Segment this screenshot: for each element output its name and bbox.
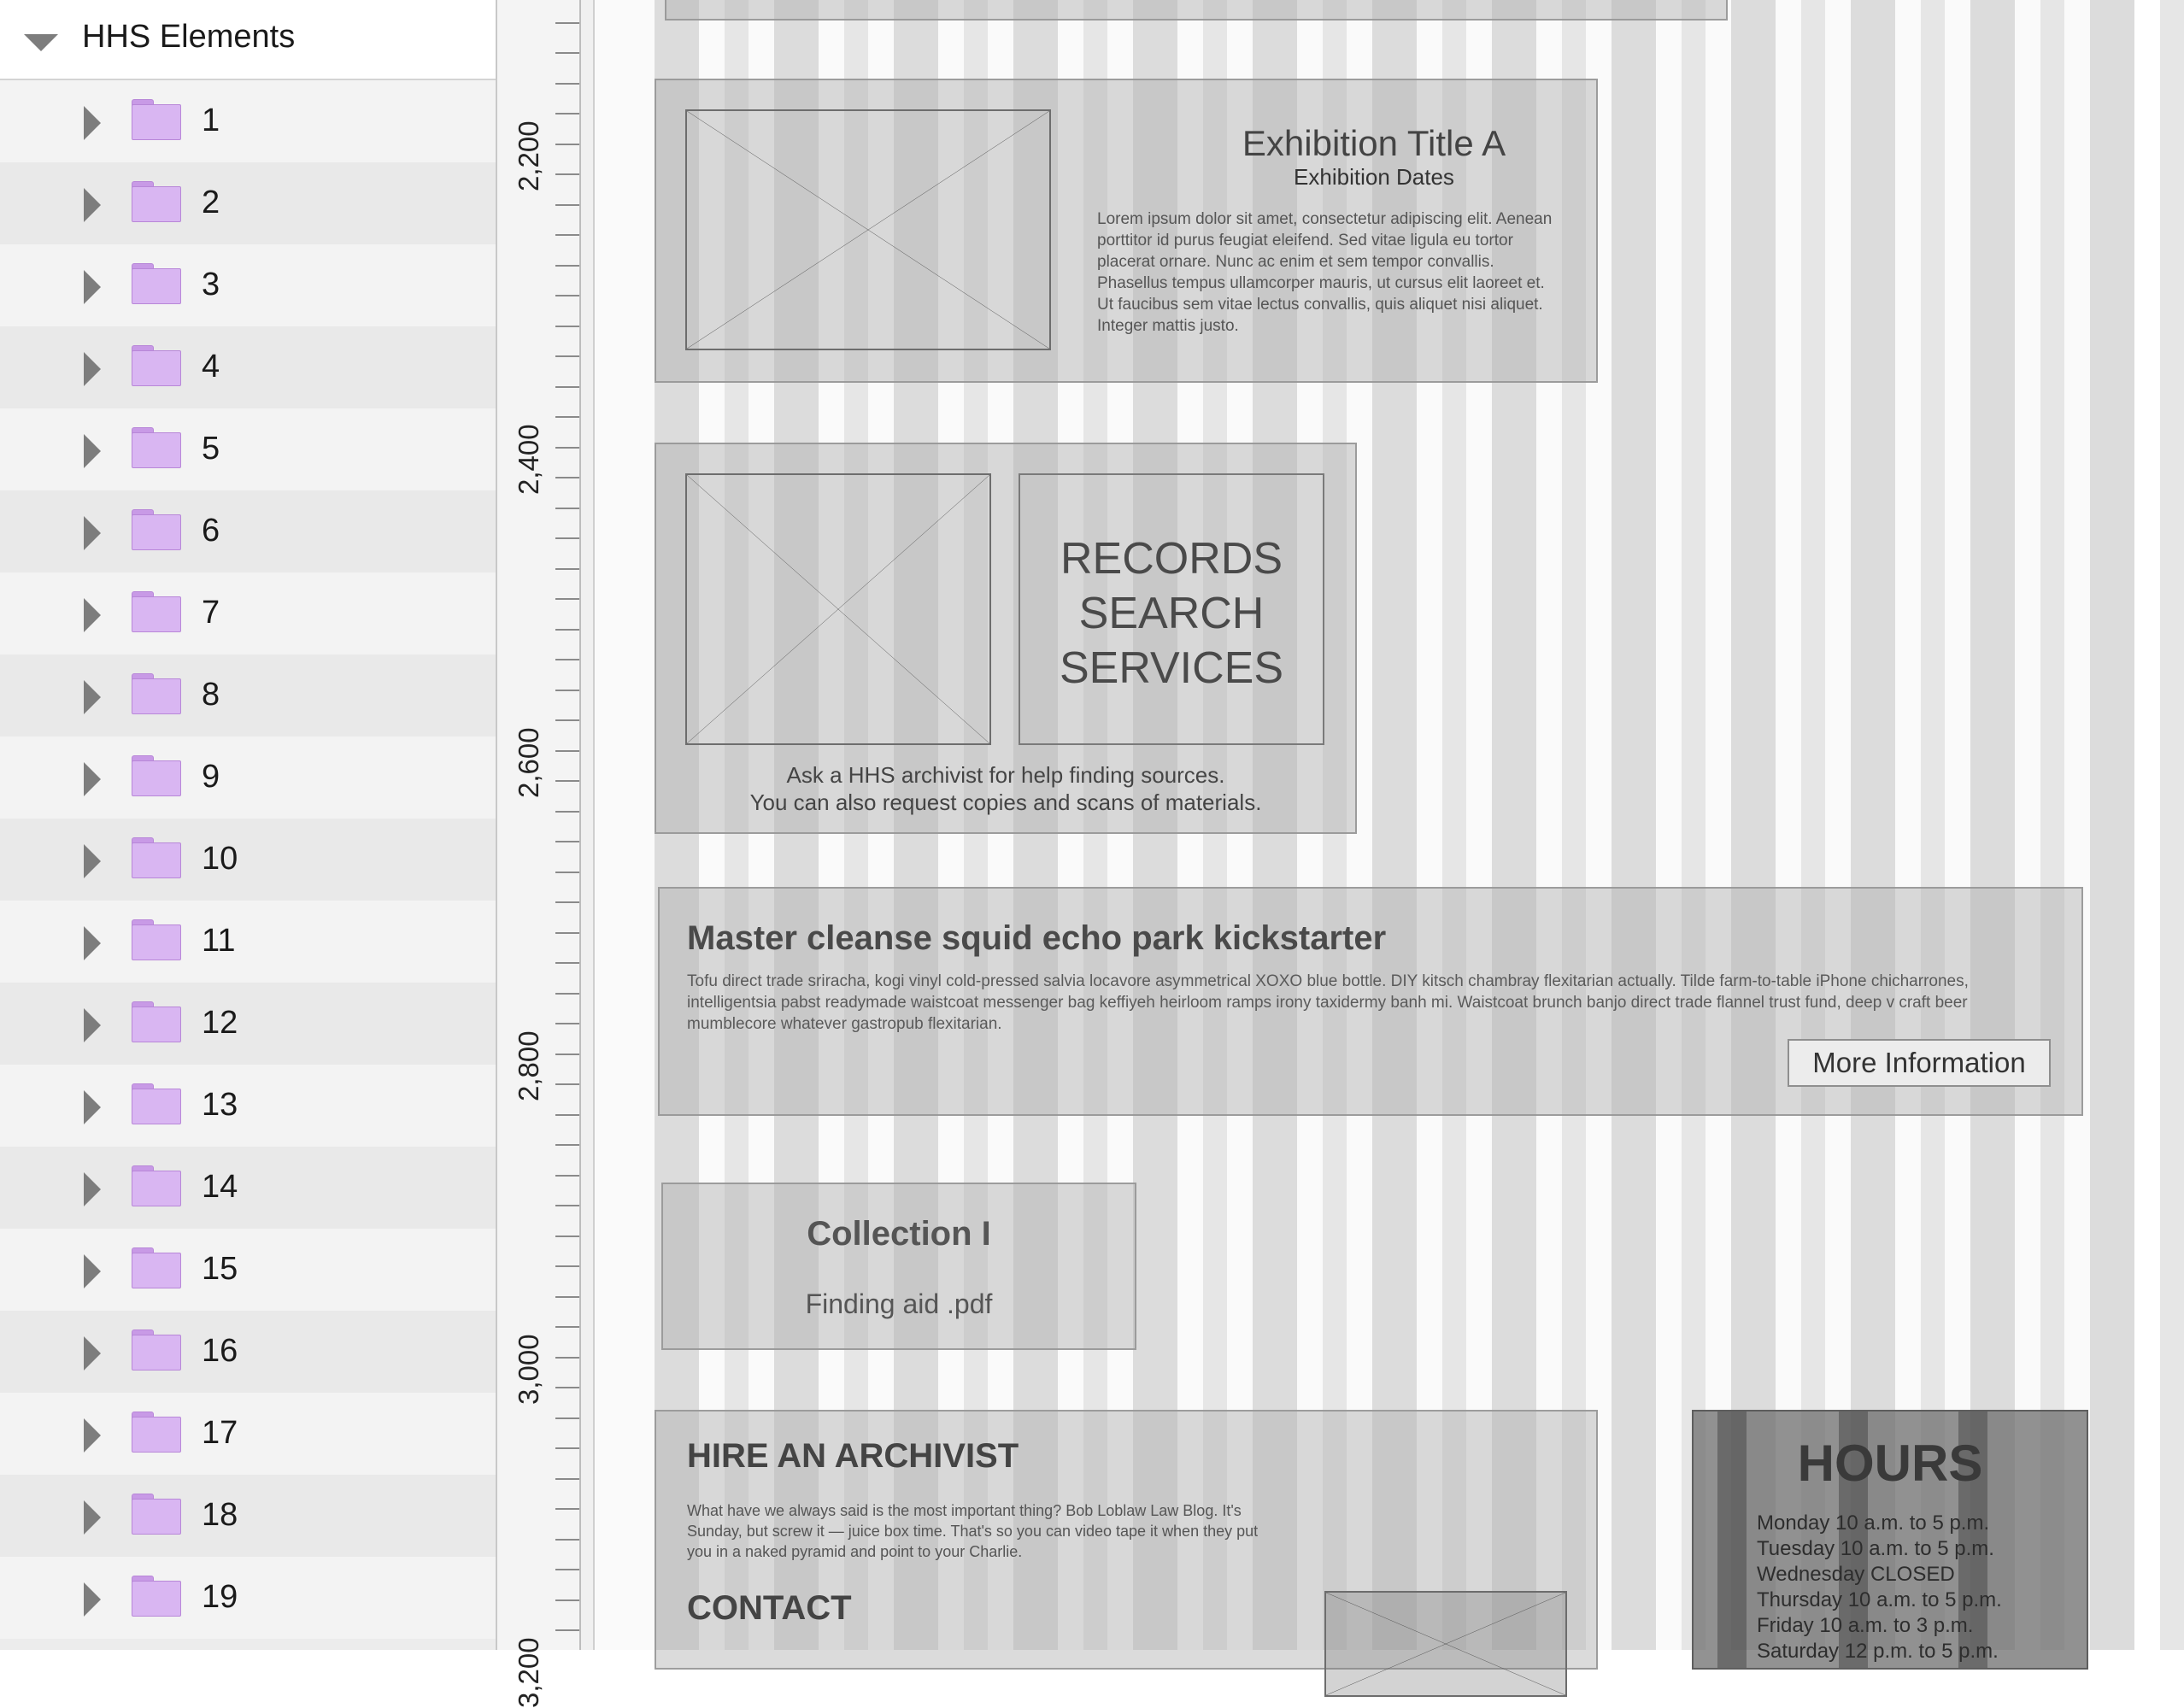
layer-folder-label: 4 [202, 349, 220, 384]
hours-list [1757, 1511, 2081, 1664]
folder-icon [132, 1329, 181, 1371]
ruler-label: 3,200 [513, 1637, 544, 1708]
banner-block[interactable] [665, 0, 1728, 21]
ruler-minor-tick [555, 1417, 579, 1419]
ruler-minor-tick [555, 1447, 579, 1449]
disclosure-collapsed-icon[interactable] [84, 680, 101, 714]
hours-title: HOURS [1797, 1435, 1983, 1492]
layer-folder-label: 3 [202, 267, 220, 302]
layer-folder-label: 6 [202, 513, 220, 549]
ruler-minor-tick [555, 872, 579, 873]
disclosure-collapsed-icon[interactable] [84, 270, 101, 304]
ruler-minor-tick [555, 780, 579, 782]
hours-line: Wednesday CLOSED [1757, 1563, 1955, 1586]
ruler-label: 2,600 [513, 727, 544, 798]
ruler-minor-tick [555, 1326, 579, 1328]
ruler-minor-tick [555, 113, 579, 114]
ruler-minor-tick [555, 1175, 579, 1177]
records-caption-1: Ask a HHS archivist for help finding sources. [786, 762, 1225, 788]
layer-folder-label: 13 [202, 1087, 238, 1123]
design-canvas[interactable] [595, 0, 2131, 1663]
hire-body: What have we always said is the most important thing? Bob Loblaw Law Blog. It's Sunday, but screw it — juice box time. That's so you can video tape it when they put you in a naked pyramid and point to your Charlie. [687, 1502, 1259, 1560]
layer-folder-row[interactable] [0, 408, 496, 490]
layer-folder-row[interactable] [0, 1475, 496, 1557]
layer-folder-row[interactable] [0, 162, 496, 244]
disclosure-collapsed-icon[interactable] [84, 844, 101, 878]
ruler-minor-tick [555, 1357, 579, 1359]
disclosure-collapsed-icon[interactable] [84, 1418, 101, 1453]
ruler-minor-tick [555, 962, 579, 964]
exhibition-card[interactable] [655, 79, 1598, 383]
hours-line: Tuesday 10 a.m. to 5 p.m. [1757, 1537, 1994, 1560]
layers-panel [0, 0, 497, 1650]
layer-folder-row[interactable] [0, 1229, 496, 1311]
folder-icon [132, 1165, 181, 1206]
folder-icon [132, 263, 181, 304]
layer-folder-row[interactable] [0, 490, 496, 572]
ruler-minor-tick [555, 598, 579, 600]
folder-icon [132, 1001, 181, 1042]
disclosure-collapsed-icon[interactable] [84, 1008, 101, 1042]
hours-line: Thursday 10 a.m. to 5 p.m. [1757, 1588, 2002, 1611]
layer-folder-label: 7 [202, 595, 220, 631]
ruler-minor-tick [555, 537, 579, 539]
hours-line: Friday 10 a.m. to 3 p.m. [1757, 1614, 1974, 1637]
hire-title: HIRE AN ARCHIVIST [687, 1437, 1019, 1475]
feature-card[interactable] [658, 887, 2083, 1116]
disclosure-collapsed-icon[interactable] [84, 598, 101, 632]
disclosure-collapsed-icon[interactable] [84, 762, 101, 796]
vertical-ruler[interactable] [497, 0, 581, 1708]
contact-title: CONTACT [687, 1589, 852, 1627]
ruler-minor-tick [555, 477, 579, 478]
ruler-minor-tick [555, 690, 579, 691]
collection-card[interactable] [661, 1183, 1136, 1350]
disclosure-collapsed-icon[interactable] [84, 1172, 101, 1206]
layer-folder-row[interactable] [0, 737, 496, 819]
folder-icon [132, 837, 181, 878]
ruler-minor-tick [555, 568, 579, 570]
ruler-minor-tick [555, 1508, 579, 1510]
hours-card[interactable] [1692, 1410, 2088, 1670]
hours-line: Monday 10 a.m. to 5 p.m. [1757, 1511, 1990, 1535]
image-placeholder [685, 109, 1051, 350]
layer-folder-label: 1 [202, 103, 220, 138]
image-placeholder [685, 473, 991, 745]
layer-folder-label: 10 [202, 841, 238, 877]
layer-folder-row[interactable] [0, 654, 496, 737]
disclosure-expanded-icon[interactable] [24, 34, 58, 51]
ruler-minor-tick [555, 1599, 579, 1601]
folder-icon [132, 509, 181, 550]
records-search-services-tile[interactable] [1019, 473, 1324, 745]
ruler-minor-tick [555, 993, 579, 995]
hours-line: Saturday 12 p.m. to 5 p.m. [1757, 1640, 1999, 1663]
grid-column [1612, 0, 1656, 1650]
folder-icon [132, 755, 181, 796]
ruler-minor-tick [555, 811, 579, 813]
layer-folder-row[interactable] [0, 1065, 496, 1147]
ruler-minor-tick [555, 1296, 579, 1298]
grid-gutter-band [2160, 0, 2184, 1650]
folder-icon [132, 181, 181, 222]
grid-column [1970, 0, 2015, 1650]
ruler-minor-tick [555, 265, 579, 267]
ruler-minor-tick [555, 750, 579, 752]
ruler-minor-tick [555, 841, 579, 842]
ruler-minor-tick [555, 1629, 579, 1631]
folder-icon [132, 1576, 181, 1617]
ruler-minor-tick [555, 1478, 579, 1480]
layer-folder-label: 14 [202, 1169, 238, 1205]
layer-folder-row[interactable] [0, 819, 496, 901]
grid-column [1731, 0, 1776, 1650]
folder-icon [132, 673, 181, 714]
ruler-minor-tick [555, 234, 579, 236]
ruler-minor-tick [555, 1539, 579, 1541]
records-line-3: SERVICES [1059, 643, 1284, 693]
folder-icon [132, 1083, 181, 1124]
layer-folder-label: 15 [202, 1251, 238, 1287]
ruler-label: 2,400 [513, 424, 544, 495]
grid-gutter-band [1921, 0, 1945, 1650]
disclosure-collapsed-icon[interactable] [84, 516, 101, 550]
exhibition-body: Lorem ipsum dolor sit amet, consectetur adipiscing elit. Aenean porttitor id purus feugiat eleifend. Sed vitae ligula eu tortor placerat ornare. Nunc ac enim et sem tempor convallis. Phasellus tempus ullamcorper mauris, ut cursus elit laoreet et. Ut faucibus sem vitae lectus convallis, quis aliquet nisi aliquet. Integer mattis justo. [1097, 210, 1553, 335]
layer-folder-label: 2 [202, 185, 220, 220]
layer-folder-label: 8 [202, 677, 220, 713]
layer-folder-label: 12 [202, 1005, 238, 1041]
feature-body: Tofu direct trade sriracha, kogi vinyl cold-pressed salvia locavore asymmetrical XOXO blue bottle. DIY kitsch chambray flexitarian actually. Tilde farm-to-table iPhone chicharrones, intelligentsia pabst readymade waistcoat messenger bag keffiyeh heirloom ramps irony taxidermy banh mi. Waistcoat brunch banjo direct trade flannel trust fund, deep v craft beer mumblecore whatever gastropub flexitarian. [687, 972, 1969, 1033]
ruler-minor-tick [555, 1265, 579, 1267]
records-line-2: SEARCH [1078, 589, 1265, 638]
layer-folder-label: 9 [202, 759, 220, 795]
folder-icon [132, 1247, 181, 1288]
ruler-minor-tick [555, 1144, 579, 1146]
layer-folder-row[interactable] [0, 983, 496, 1065]
ruler-minor-tick [555, 629, 579, 631]
layer-folder-label: 19 [202, 1579, 238, 1615]
ruler-minor-tick [555, 355, 579, 357]
layer-folder-row[interactable] [0, 244, 496, 326]
layer-folder-row[interactable] [0, 1147, 496, 1229]
ruler-minor-tick [555, 326, 579, 327]
ruler-minor-tick [555, 1569, 579, 1570]
feature-title: Master cleanse squid echo park kickstarter [687, 919, 1387, 957]
ruler-minor-tick [555, 1083, 579, 1085]
ruler-minor-tick [555, 1114, 579, 1116]
folder-icon [132, 1412, 181, 1453]
ruler-minor-tick [555, 22, 579, 24]
grid-column [1851, 0, 1895, 1650]
hire-archivist-card[interactable] [655, 1410, 1598, 1670]
layer-folder-label: 5 [202, 431, 220, 467]
folder-icon [132, 919, 181, 960]
folder-icon [132, 1494, 181, 1535]
disclosure-collapsed-icon[interactable] [84, 188, 101, 222]
folder-icon [132, 345, 181, 386]
ruler-minor-tick [555, 659, 579, 660]
layer-folder-row[interactable] [0, 80, 496, 162]
disclosure-collapsed-icon[interactable] [84, 352, 101, 386]
disclosure-collapsed-icon[interactable] [84, 106, 101, 140]
exhibition-title: Exhibition Title A [1242, 123, 1506, 163]
ruler-label: 3,000 [513, 1334, 544, 1405]
ruler-minor-tick [555, 508, 579, 509]
grid-gutter-band [2040, 0, 2064, 1650]
disclosure-collapsed-icon[interactable] [84, 1500, 101, 1535]
ruler-minor-tick [555, 295, 579, 296]
ruler-minor-tick [555, 1054, 579, 1055]
ruler-minor-tick [555, 1387, 579, 1388]
folder-icon [132, 99, 181, 140]
layer-folder-label: 18 [202, 1497, 238, 1533]
ruler-minor-tick [555, 719, 579, 721]
layer-folder-label: 16 [202, 1333, 238, 1369]
layer-folder-label: 11 [202, 923, 236, 959]
records-caption-2: You can also request copies and scans of materials. [749, 789, 1262, 815]
disclosure-collapsed-icon[interactable] [84, 1582, 101, 1617]
ruler-minor-tick [555, 901, 579, 903]
grid-column [2090, 0, 2134, 1650]
disclosure-collapsed-icon[interactable] [84, 1090, 101, 1124]
layer-folder-row[interactable] [0, 901, 496, 983]
grid-gutter-band [1682, 0, 1706, 1650]
more-information-button[interactable]: More Information [1788, 1039, 2051, 1087]
ruler-minor-tick [555, 52, 579, 54]
layer-group-label: HHS Elements [82, 19, 296, 55]
ruler-minor-tick [555, 173, 579, 175]
ruler-minor-tick [555, 1023, 579, 1024]
layer-folder-row[interactable] [0, 572, 496, 654]
folder-icon [132, 427, 181, 468]
disclosure-collapsed-icon[interactable] [84, 1336, 101, 1371]
ruler-minor-tick [555, 447, 579, 449]
layer-folder-row[interactable] [0, 1393, 496, 1475]
layer-folder-row[interactable] [0, 1557, 496, 1639]
ruler-minor-tick [555, 204, 579, 206]
ruler-minor-tick [555, 416, 579, 418]
layer-folder-label: 17 [202, 1415, 238, 1451]
ruler-minor-tick [555, 83, 579, 85]
ruler-minor-tick [555, 932, 579, 934]
grid-gutter-band [1801, 0, 1825, 1650]
ruler-minor-tick [555, 1205, 579, 1206]
layer-folder-row[interactable] [0, 326, 496, 408]
canvas-gutter [581, 0, 595, 1650]
ruler-minor-tick [555, 1236, 579, 1237]
layer-folder-row[interactable] [0, 1311, 496, 1393]
records-search-card[interactable] [655, 443, 1357, 834]
ruler-minor-tick [555, 144, 579, 145]
folder-icon [132, 591, 181, 632]
layer-group-header[interactable] [0, 0, 496, 80]
exhibition-dates: Exhibition Dates [1294, 164, 1454, 190]
disclosure-collapsed-icon[interactable] [84, 1254, 101, 1288]
ruler-minor-tick [555, 386, 579, 388]
collection-title: Collection I [807, 1215, 991, 1253]
finding-aid-link[interactable]: Finding aid .pdf [805, 1288, 993, 1319]
disclosure-collapsed-icon[interactable] [84, 926, 101, 960]
records-line-1: RECORDS [1060, 534, 1283, 584]
disclosure-collapsed-icon[interactable] [84, 434, 101, 468]
ruler-label: 2,800 [513, 1030, 544, 1101]
ruler-label: 2,200 [513, 120, 544, 191]
map-placeholder [1324, 1591, 1567, 1697]
